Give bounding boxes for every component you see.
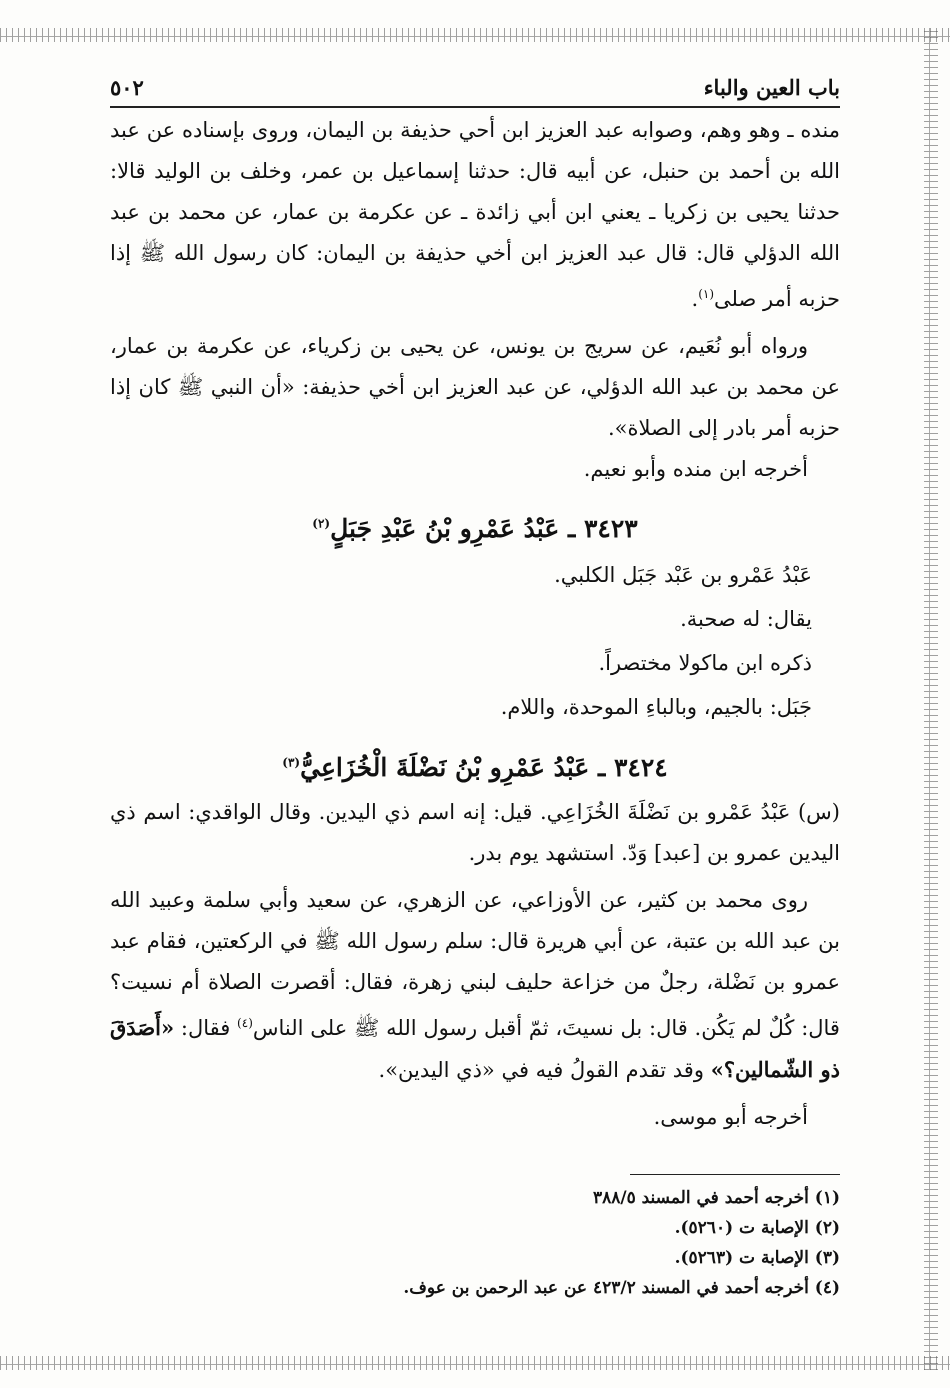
entry-heading [110, 753, 840, 782]
footnote: (٣) الإصابة ت (٥٢٦٣). [674, 1248, 840, 1268]
entry-line: جَبَل: بالجيم، وبالباءِ الموحدة، واللام. [500, 695, 812, 719]
footnote-ref: (١) [698, 287, 715, 301]
paragraph-text: منده ـ وهو وهم، وصوابه عبد العزيز ابن أحي حذيفة بن اليمان، وروى بإسناده عن عبد الله بن أحمد بن حنبل، عن أبيه قال: حدثنا إسماعيل بن عمر، وخلف بن الوليد قالا: حدثنا يحيى بن زكريا ـ يعني ابن أبي زائدة ـ عن عكرمة بن عمار، عن محمد بن عبد الله الدؤلي قال: قال عبد العزيز ابن أخي حذيفة بن اليمان: كان رسول الله ﷺ إذا حزبه أمر صلى [110, 118, 840, 311]
paragraph: (س) عَبْدُ عَمْرو بن نَضْلَةَ الخُزَاعِي. قيل: إنه اسم ذي اليدين. وقال الواقدي: اسم ذي اليدين عمرو بن [عبد] وَدّ. استشهد يوم بدر. [110, 800, 840, 865]
footnote-ref: (٢) [312, 516, 331, 531]
paragraph [110, 880, 840, 1091]
footnote-divider [630, 1174, 840, 1175]
page-content [110, 60, 840, 1350]
paragraph-end: . [691, 287, 699, 311]
quoted-hadith: «أَصَدَقَ ذو الشّمالين؟» [110, 1015, 840, 1082]
page-header [110, 60, 840, 108]
entry-title: ٣٤٢٤ ـ عَبْدُ عَمْرِو بْنُ نَضْلَةَ الْخُزَاعِيُّ [300, 753, 668, 782]
footnote-ref: (٤) [237, 1016, 253, 1030]
page-border-bottom [0, 1356, 950, 1370]
paragraph-text: فقال: [180, 1016, 231, 1040]
footnote: (٢) الإصابة ت (٥٢٦٠). [674, 1218, 840, 1238]
footnote: (١) أخرجه أحمد في المسند ٣٨٨/٥ [592, 1188, 840, 1208]
footnote: (٤) أخرجه أحمد في المسند ٤٢٣/٢ عن عبد الرحمن بن عوف. [403, 1278, 840, 1298]
entry-line: ذكره ابن ماكولا مختصراً. [598, 651, 812, 675]
running-title: باب العين والباء [703, 75, 840, 100]
paragraph: أخرجه ابن منده وأبو نعيم. [583, 457, 808, 481]
paragraph-text: وقد تقدم القولُ فيه في «ذي اليدين». [378, 1058, 704, 1082]
page-number: ٥٠٢ [110, 75, 144, 100]
paragraph: ورواه أبو نُعَيم، عن سريج بن يونس، عن يحيى بن زكرياء، عن عكرمة بن عمار، عن محمد بن عبد الله الدؤلي، عن عبد العزيز ابن أخي حذيفة: «أن النبي ﷺ كان إذا حزبه أمر بادر إلى الصلاة». [110, 334, 840, 440]
paragraph: أخرجه أبو موسى. [653, 1105, 808, 1129]
page-border-top [0, 28, 950, 42]
page-border-right [924, 28, 938, 1370]
footnote-ref: (٣) [282, 755, 301, 770]
entry-heading [110, 514, 840, 543]
main-text [110, 110, 840, 1303]
paragraph-text: روى محمد بن كثير، عن الأوزاعي، عن الزهري، عن سعيد وأبي سلمة وعبيد الله بن عبد الله بن عتبة، عن أبي هريرة قال: سلم رسول الله ﷺ في الركعتين، فقام عبد عمرو بن نَضْلة، رجلٌ من خزاعة حليف لبني زهرة، فقال: أقصرت الصلاة أم نسيت؟ قال: كُلٌ لم يَكُن. قال: بل نسيتَ، ثمّ أقبل رسول الله ﷺ على الناس [110, 888, 840, 1040]
entry-line: يقال: له صحبة. [680, 607, 812, 631]
entry-title: ٣٤٢٣ ـ عَبْدُ عَمْرِو بْنُ عَبْدِ جَبَلٍ [330, 514, 638, 543]
paragraph [110, 110, 840, 320]
entry-line: عَبْدُ عَمْرو بن عَبْد جَبَل الكلبي. [554, 563, 812, 587]
